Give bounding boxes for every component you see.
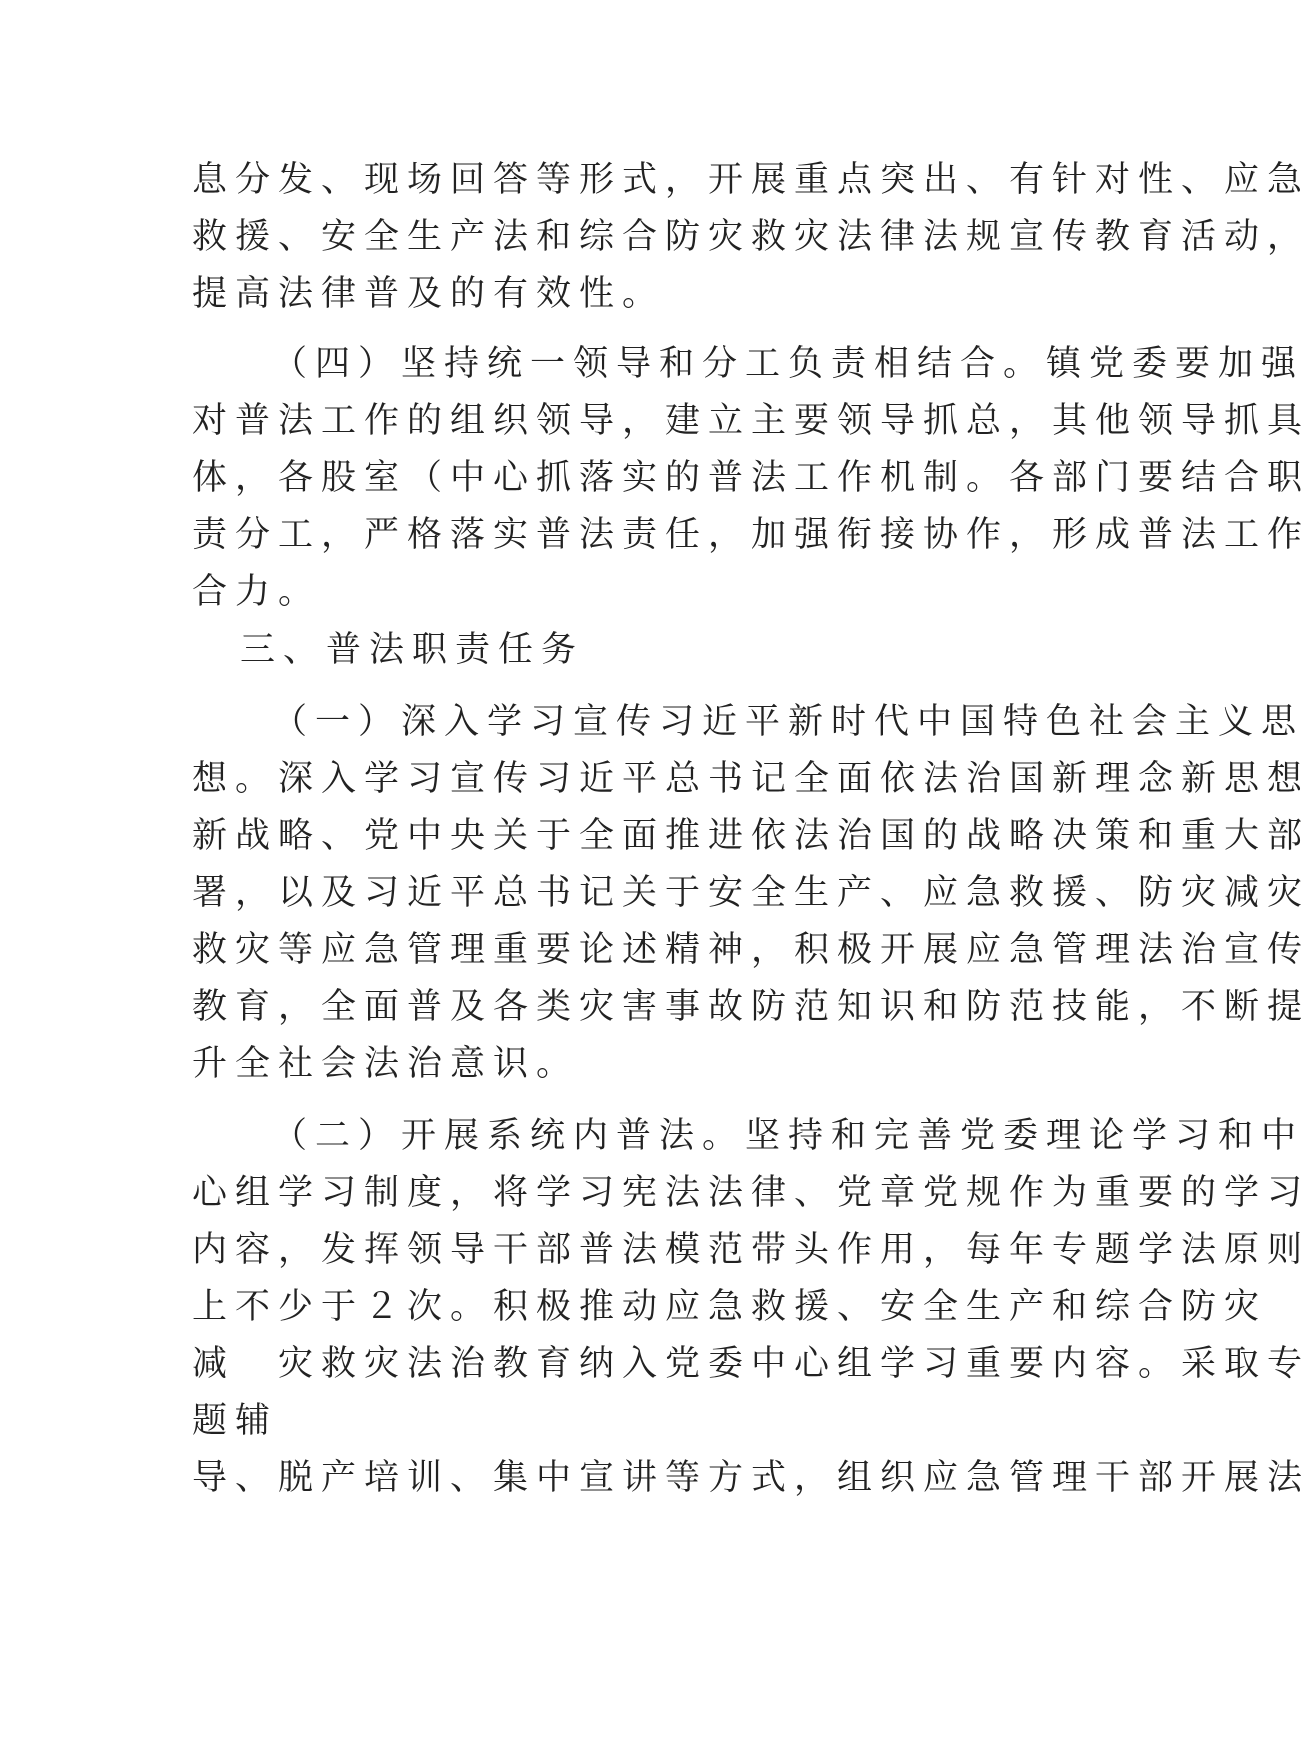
paragraph-4-line-2: 想。深入学习宣传习近平总书记全面依法治国新理念新思想	[192, 759, 1310, 799]
paragraph-4-line-3: 新战略、党中央关于全面推进依法治国的战略决策和重大部	[192, 816, 1310, 856]
paragraph-2-line-5: 合力。	[192, 572, 322, 612]
paragraph-5-line-7: 导、脱产培训、集中宣讲等方式，组织应急管理干部开展法	[192, 1458, 1310, 1498]
paragraph-4-line-4: 署，以及习近平总书记关于安全生产、应急救援、防灾减灾	[192, 873, 1310, 913]
paragraph-5-line-3: 内容，发挥领导干部普法模范带头作用，每年专题学法原则	[192, 1230, 1310, 1270]
paragraph-4-line-1: （一）深入学习宣传习近平新时代中国特色社会主义思	[272, 702, 1305, 742]
paragraph-2-line-1: （四）坚持统一领导和分工负责相结合。镇党委要加强	[272, 344, 1305, 384]
paragraph-1-line-1: 息分发、现场回答等形式，开展重点突出、有针对性、应急	[192, 160, 1310, 200]
paragraph-2-line-2: 对普法工作的组织领导，建立主要领导抓总，其他领导抓具	[192, 401, 1310, 441]
paragraph-5-line-1: （二）开展系统内普法。坚持和完善党委理论学习和中	[272, 1116, 1305, 1156]
paragraph-1-line-3: 提高法律普及的有效性。	[192, 274, 666, 314]
paragraph-4-line-5: 救灾等应急管理重要论述精神，积极开展应急管理法治宣传	[192, 930, 1310, 970]
paragraph-2-line-3: 体，各股室（中心抓落实的普法工作机制。各部门要结合职	[192, 458, 1310, 498]
paragraph-4-line-7: 升全社会法治意识。	[192, 1044, 580, 1084]
paragraph-1-line-2: 救援、安全生产法和综合防灾救灾法律法规宣传教育活动，	[192, 217, 1310, 257]
paragraph-5-line-6: 题辅	[192, 1401, 279, 1441]
paragraph-4-line-6: 教育，全面普及各类灾害事故防范知识和防范技能，不断提	[192, 987, 1310, 1027]
paragraph-2-line-4: 责分工，严格落实普法责任，加强衔接协作，形成普法工作	[192, 515, 1310, 555]
paragraph-5-line-2: 心组学习制度，将学习宪法法律、党章党规作为重要的学习	[192, 1173, 1310, 1213]
section-heading: 三、普法职责任务	[240, 630, 585, 670]
paragraph-5-line-5: 减 灾救灾法治教育纳入党委中心组学习重要内容。采取专	[192, 1344, 1310, 1384]
paragraph-5-line-4: 上不少于２次。积极推动应急救援、安全生产和综合防灾	[192, 1287, 1268, 1327]
